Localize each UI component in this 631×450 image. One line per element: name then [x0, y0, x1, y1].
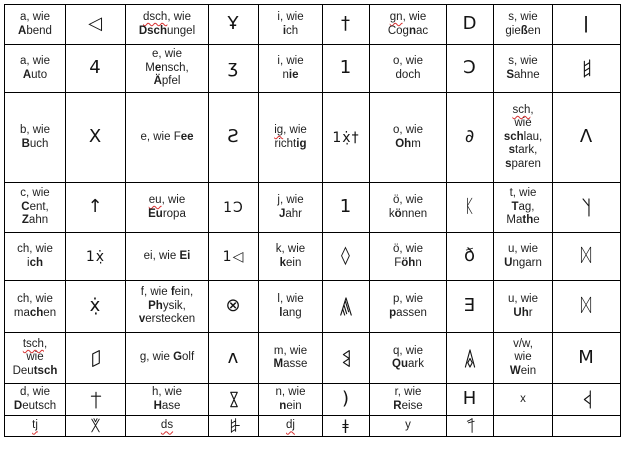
sound-cell-r2c9 — [494, 45, 553, 93]
sound-description: j, wie Jahr — [277, 194, 304, 220]
symbol-glyph: ⊗ — [225, 295, 242, 316]
symbol-glyph: 1 — [339, 196, 353, 217]
ladderFoot-symbol-icon — [227, 417, 240, 434]
sound-cell-r8c7 — [370, 384, 447, 416]
symbol-cell-r7c2 — [66, 333, 126, 384]
sound-description: q, wie Quark — [392, 344, 424, 370]
parallelogram-symbol-icon — [88, 348, 104, 369]
sound-description: c, wie Cent, Zahn — [20, 187, 50, 227]
symbol-cell-r5c6 — [323, 233, 370, 281]
sound-description: r, wie Reise — [393, 386, 423, 412]
sound-cell-r4c7 — [370, 183, 447, 233]
symbol-cell-r2c8 — [447, 45, 494, 93]
mDouble-symbol-icon — [338, 348, 354, 369]
sound-description: n, wie nein — [275, 386, 306, 412]
symbol-cell-r2c4 — [209, 45, 259, 93]
symbol-glyph: ǂ — [342, 418, 350, 434]
symbol-cell-r3c4 — [209, 93, 259, 183]
sound-description: ch, wie machen — [13, 293, 57, 319]
sound-cell-r7c5 — [259, 333, 323, 384]
sound-description: ch, wie ich — [17, 243, 53, 269]
symbol-glyph: H — [462, 388, 478, 409]
symbol-glyph: ◊ — [341, 245, 351, 266]
symbol-cell-r2c2 — [66, 45, 126, 93]
sound-description: s, wie Sahne — [506, 55, 540, 81]
sound-description: i, wie ich — [277, 11, 304, 37]
sound-description: m, wie Masse — [273, 344, 308, 370]
sound-description: u, wie Uhr — [507, 293, 539, 319]
symbol-cell-r9c8 — [447, 416, 494, 437]
sound-cell-r2c5 — [259, 45, 323, 93]
phonetic-alphabet-table — [4, 4, 621, 437]
sound-description: v/w, wie Wein — [509, 337, 537, 377]
sound-cell-r1c5 — [259, 5, 323, 45]
symbol-cell-r5c4 — [209, 233, 259, 281]
tBranch-symbol-icon — [579, 197, 595, 218]
symbol-cell-r3c6 — [323, 93, 370, 183]
symbol-cell-r6c4 — [209, 281, 259, 333]
symbol-glyph: Ɔ — [463, 57, 477, 78]
oneFoot-symbol-icon — [464, 417, 477, 434]
sound-description: p, wie passen — [389, 293, 427, 319]
sound-description: g, wie Golf — [139, 351, 195, 364]
cross-symbol-icon — [88, 389, 104, 410]
sound-description: sch, wie schlau, stark, sparen — [503, 103, 543, 170]
symbol-glyph: ∂ — [464, 126, 476, 147]
symbol-glyph: Ұ — [227, 13, 240, 34]
qArch-symbol-icon — [462, 348, 478, 369]
ladder-symbol-icon — [579, 58, 595, 79]
symbol-glyph: Ƨ — [227, 126, 240, 147]
symbol-cell-r2c6 — [323, 45, 370, 93]
symbol-cell-r8c4 — [209, 384, 259, 416]
empty-cell-r9c9 — [494, 416, 553, 437]
sound-cell-r4c1 — [5, 183, 66, 233]
sound-description: e, wie Fee — [140, 130, 194, 143]
sound-description: tsch, wie Deutsch — [12, 337, 58, 377]
sound-cell-r4c3 — [126, 183, 209, 233]
sound-description: t, wie Tag, Mathe — [506, 187, 540, 227]
sound-description: u, wie Ungarn — [504, 243, 542, 269]
sound-description: gn, wie Cognac — [387, 11, 429, 37]
sound-description: a, wie Auto — [19, 55, 51, 81]
symbol-cell-r9c2 — [66, 416, 126, 437]
symbol-glyph: D — [462, 13, 478, 34]
symbol-cell-r8c10 — [553, 384, 621, 416]
symbol-cell-r8c2 — [66, 384, 126, 416]
symbol-glyph: Ǝ — [463, 295, 477, 316]
symbol-cell-r6c8 — [447, 281, 494, 333]
symbol-cell-r8c8 — [447, 384, 494, 416]
symbol-glyph: ) — [341, 388, 351, 409]
sound-cell-r6c3 — [126, 281, 209, 333]
symbol-cell-r6c2 — [66, 281, 126, 333]
symbol-cell-r6c10 — [553, 281, 621, 333]
sound-description: h, wie Hase — [151, 386, 183, 412]
sound-cell-r4c5 — [259, 183, 323, 233]
sound-cell-r3c3 — [126, 93, 209, 183]
symbol-cell-r4c8 — [447, 183, 494, 233]
sound-cell-r3c7 — [370, 93, 447, 183]
thornDiamond-symbol-icon — [579, 389, 595, 410]
symbol-glyph: ᛞ — [580, 295, 593, 316]
sound-cell-r7c9 — [494, 333, 553, 384]
symbol-cell-r3c10 — [553, 93, 621, 183]
symbol-cell-r3c2 — [66, 93, 126, 183]
sound-description: ig, wie richtig — [274, 124, 307, 150]
symbol-glyph: 1 — [339, 57, 353, 78]
symbol-cell-r1c2 — [66, 5, 126, 45]
sound-cell-r7c7 — [370, 333, 447, 384]
symbol-glyph: 1ẋ̣ — [85, 248, 106, 265]
symbol-glyph: ↑ — [87, 196, 104, 217]
symbol-glyph: ǀ — [583, 13, 590, 34]
sound-description: k, wie kein — [275, 243, 306, 269]
sound-description: l, wie lang — [277, 293, 304, 319]
sound-description: i, wie nie — [277, 55, 304, 81]
sound-cell-r6c5 — [259, 281, 323, 333]
sound-description: ei, wie Ei — [143, 249, 191, 262]
sound-description: o, wie doch — [392, 55, 424, 81]
sound-description: ds — [160, 419, 174, 432]
sound-cell-r8c5 — [259, 384, 323, 416]
symbol-glyph: ᛞ — [580, 245, 593, 266]
symbol-glyph: ʒ — [227, 57, 240, 78]
symbol-cell-r5c2 — [66, 233, 126, 281]
sound-cell-r8c1 — [5, 384, 66, 416]
sound-cell-r2c3 — [126, 45, 209, 93]
symbol-cell-r2c10 — [553, 45, 621, 93]
sound-description: s, wie gießen — [505, 11, 541, 37]
sound-description: o, wie Ohm — [392, 124, 424, 150]
sound-cell-r7c1 — [5, 333, 66, 384]
sound-description: x — [520, 392, 526, 405]
xFoot-symbol-icon — [89, 417, 102, 434]
symbol-cell-r4c10 — [553, 183, 621, 233]
sound-cell-r5c7 — [370, 233, 447, 281]
symbol-cell-r7c4 — [209, 333, 259, 384]
sound-description: dj — [286, 419, 295, 432]
sound-cell-r1c9 — [494, 5, 553, 45]
sound-cell-r5c5 — [259, 233, 323, 281]
symbol-cell-r4c4 — [209, 183, 259, 233]
sound-description: ö, wie können — [388, 194, 428, 220]
symbol-glyph: Λ — [579, 126, 594, 147]
sound-cell-r2c1 — [5, 45, 66, 93]
symbol-glyph: 1ẋ̣† — [332, 129, 360, 146]
symbol-cell-r5c8 — [447, 233, 494, 281]
symbol-glyph: ð — [463, 245, 476, 266]
symbol-cell-r7c6 — [323, 333, 370, 384]
sound-cell-r9c1 — [5, 416, 66, 437]
symbol-glyph: † — [341, 13, 351, 34]
symbol-cell-r9c4 — [209, 416, 259, 437]
sound-description: eu, wie Europa — [148, 194, 186, 220]
symbol-cell-r1c8 — [447, 5, 494, 45]
sound-description: b, wie Buch — [19, 124, 51, 150]
symbol-cell-r1c4 — [209, 5, 259, 45]
sound-cell-r5c9 — [494, 233, 553, 281]
hourglass-symbol-icon — [226, 389, 242, 410]
symbol-glyph: 1Ɔ — [223, 199, 244, 216]
sound-cell-r7c3 — [126, 333, 209, 384]
sound-cell-r6c9 — [494, 281, 553, 333]
sound-description: e, wie Mensch, Äpfel — [145, 48, 189, 88]
empty-cell-r9c10 — [553, 416, 621, 437]
sound-description: y — [405, 419, 411, 432]
symbol-cell-r4c2 — [66, 183, 126, 233]
sound-cell-r5c3 — [126, 233, 209, 281]
sound-cell-r5c1 — [5, 233, 66, 281]
symbol-glyph: 1◁ — [222, 248, 245, 265]
sound-cell-r9c5 — [259, 416, 323, 437]
symbol-cell-r7c10 — [553, 333, 621, 384]
sound-cell-r8c9 — [494, 384, 553, 416]
sound-cell-r4c9 — [494, 183, 553, 233]
sound-cell-r3c1 — [5, 93, 66, 183]
symbol-cell-r8c6 — [323, 384, 370, 416]
symbol-cell-r1c6 — [323, 5, 370, 45]
sound-cell-r1c7 — [370, 5, 447, 45]
sound-cell-r2c7 — [370, 45, 447, 93]
symbol-cell-r1c10 — [553, 5, 621, 45]
sound-cell-r6c1 — [5, 281, 66, 333]
lambdaHatch-symbol-icon — [338, 296, 354, 317]
sound-cell-r1c1 — [5, 5, 66, 45]
sound-cell-r1c3 — [126, 5, 209, 45]
sound-cell-r8c3 — [126, 384, 209, 416]
symbol-cell-r4c6 — [323, 183, 370, 233]
sound-description: dsch, wie Dschungel — [138, 11, 196, 37]
sound-description: a, wie Abend — [18, 11, 52, 37]
sound-description: d, wie Deutsch — [13, 386, 57, 412]
sound-cell-r9c7 — [370, 416, 447, 437]
symbol-cell-r7c8 — [447, 333, 494, 384]
sound-description: ö, wie Föhn — [392, 243, 424, 269]
symbol-glyph: ẋ̣ — [89, 295, 102, 316]
sound-cell-r3c5 — [259, 93, 323, 183]
symbol-glyph: ◁ — [88, 13, 103, 34]
symbol-cell-r6c6 — [323, 281, 370, 333]
sound-cell-r3c9 — [494, 93, 553, 183]
symbol-glyph: ᛕ — [464, 196, 476, 217]
sound-cell-r6c7 — [370, 281, 447, 333]
sound-cell-r9c3 — [126, 416, 209, 437]
symbol-glyph: ʌ — [227, 346, 240, 368]
symbol-glyph: 4 — [89, 57, 102, 78]
sound-description: f, wie fein, Physik, verstecken — [138, 286, 196, 326]
symbol-cell-r5c10 — [553, 233, 621, 281]
symbol-cell-r9c6 — [323, 416, 370, 437]
symbol-glyph: X — [88, 126, 103, 147]
symbol-cell-r3c8 — [447, 93, 494, 183]
sound-description: tj — [32, 419, 38, 432]
symbol-glyph: M — [578, 346, 595, 368]
